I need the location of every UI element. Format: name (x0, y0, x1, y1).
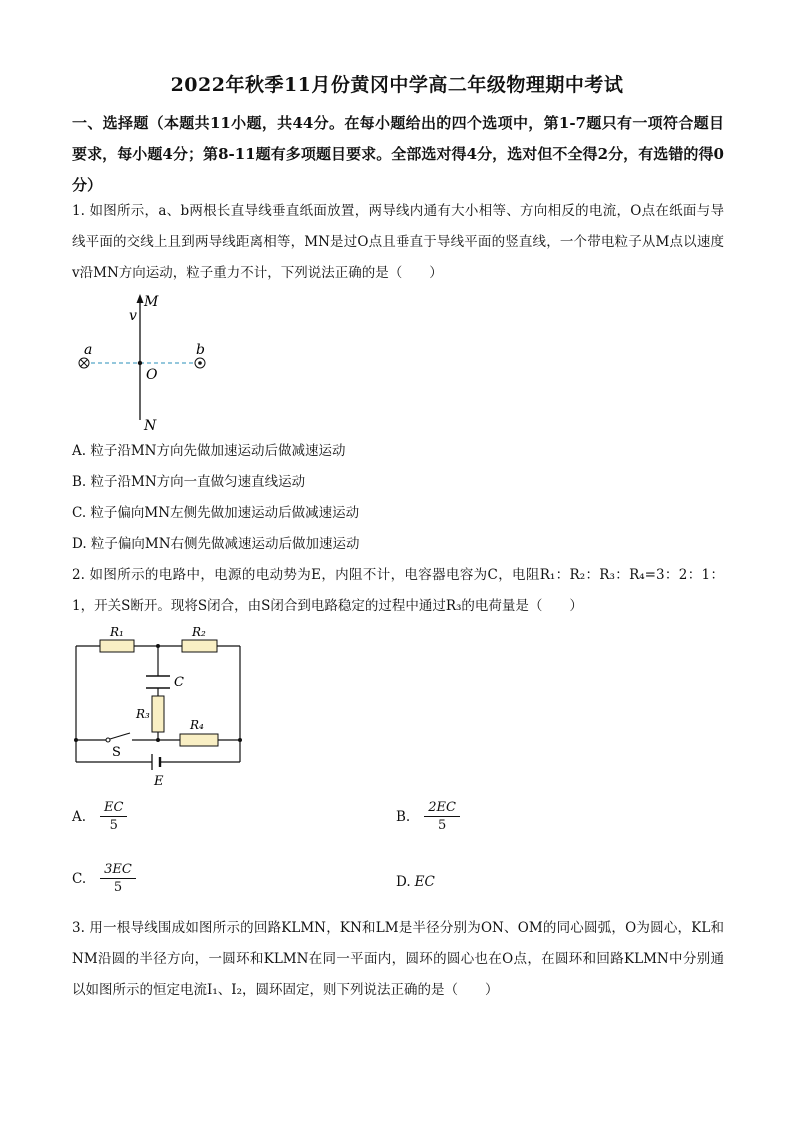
question-3-text: 3. 用一根导线围成如图所示的回路KLMN，KN和LM是半径分别为ON、OM的同心圆弧，O为圆心，KL和NM沿圆的半径方向，一圆环和KLMN在同一平面内，圆环的圆心也在O点，在圆环和回路KLMN中分别通以如图所示的恒定电流I₁、I₂，圆环固定，则下列说法正确的是（ ） (72, 920, 724, 998)
label-r3: R₃ (136, 707, 150, 721)
resistor-r1 (100, 640, 134, 652)
fraction (100, 800, 127, 833)
option-letter: D. (396, 874, 411, 890)
q2-option-a (72, 800, 127, 833)
resistor-r4 (180, 734, 218, 746)
fraction (100, 862, 136, 895)
option-text: EC (414, 874, 435, 890)
option-letter: A. (72, 808, 87, 825)
option-letter: C. (72, 870, 87, 887)
label-s: S (112, 745, 121, 760)
numerator: 2EC (424, 800, 460, 817)
label-o: O (146, 367, 158, 383)
numerator: EC (100, 800, 127, 817)
label-r1: R₁ (110, 625, 124, 639)
q2-option-b (396, 800, 460, 833)
q1-option-a: A. 粒子沿MN方向先做加速运动后做减速运动 (72, 443, 346, 459)
numerator: 3EC (100, 862, 136, 879)
label-m: M (144, 294, 159, 310)
label-c: C (174, 675, 184, 690)
fraction (424, 800, 460, 833)
resistor-r2 (182, 640, 217, 652)
switch (106, 733, 132, 742)
option-letter: B. (396, 808, 411, 825)
current-out-of-page-icon (195, 358, 205, 368)
label-a: a (84, 342, 93, 358)
arrow-up-icon (137, 294, 144, 303)
label-v: v (129, 308, 137, 324)
denominator: 5 (109, 818, 118, 833)
question-2-text: 2. 如图所示的电路中，电源的电动势为E，内阻不计，电容器电容为C，电阻R₁：R₂：R₃：R₄=3：2：1：1，开关S断开。现将S闭合，由S闭合到电路稳定的过程中通过R₃的电荷量是（ ） (72, 567, 724, 614)
question-1-figure (72, 290, 232, 435)
resistor-r3 (152, 696, 164, 732)
label-r2: R₂ (192, 625, 206, 639)
label-n: N (144, 418, 157, 434)
capacitor (146, 676, 170, 688)
section-heading: 一、选择题（本题共11小题，共44分。在每小题给出的四个选项中，第1-7题只有一项符合题目要求，每小题4分；第8-11题有多项题目要求。全部选对得4分，选对但不全得2分，有选错的得0分） (72, 114, 724, 194)
question-1-text: 1. 如图所示，a、b两根长直导线垂直纸面放置，两导线内通有大小相等、方向相反的电流，O点在纸面与导线平面的交线上且到两导线距离相等，MN是过O点且垂直于导线平面的竖直线，一个带电粒子从M点以速度v沿MN方向运动，粒子重力不计，下列说法正确的是（ ） (72, 203, 724, 281)
label-b: b (196, 342, 205, 358)
question-2-circuit-figure (72, 622, 247, 790)
point-o (138, 361, 142, 365)
battery (152, 754, 160, 770)
q2-option-c (72, 862, 136, 895)
label-r4: R₄ (190, 718, 204, 732)
label-e: E (154, 774, 164, 789)
q1-option-d: D. 粒子偏向MN右侧先做减速运动后做加速运动 (72, 536, 360, 552)
q1-option-b: B. 粒子沿MN方向一直做匀速直线运动 (72, 474, 306, 490)
page-title: 2022年秋季11月份黄冈中学高二年级物理期中考试 (170, 74, 624, 96)
q1-option-c: C. 粒子偏向MN左侧先做加速运动后做减速运动 (72, 505, 360, 521)
denominator: 5 (437, 818, 447, 833)
q2-option-d (396, 874, 435, 890)
current-into-page-icon (79, 358, 89, 368)
denominator: 5 (113, 880, 123, 895)
